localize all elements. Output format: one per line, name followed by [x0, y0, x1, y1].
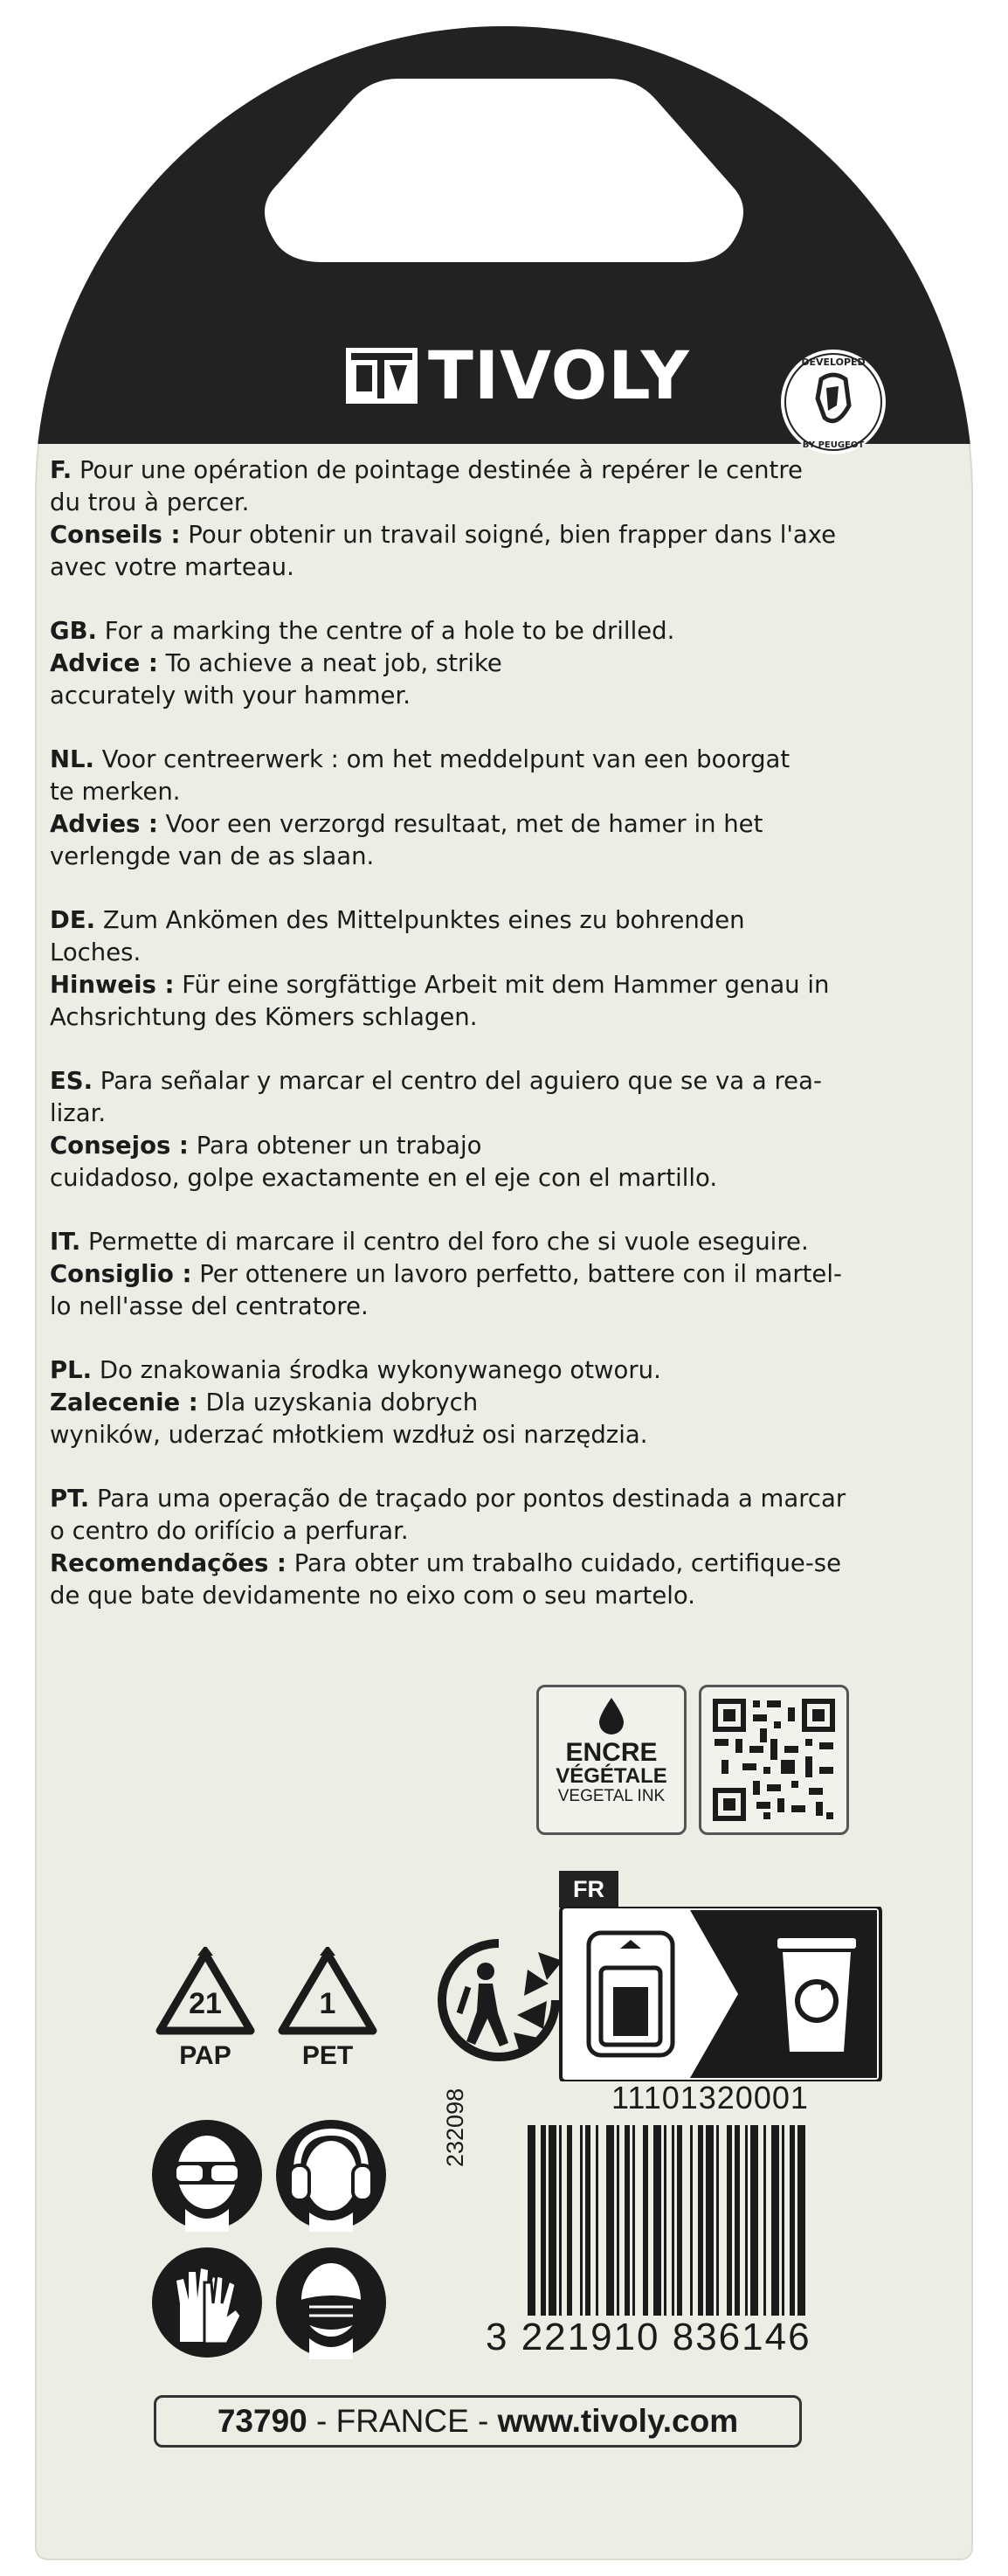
ink-line3: VEGETAL INK	[557, 1787, 666, 1805]
barcode-bar	[549, 2125, 556, 2316]
ink-drop-icon	[594, 1696, 629, 1736]
paragraph-de: DE. Zum Ankömen des Mittelpunktes eines zu bohrenden Loches. Hinweis : Für eine sorgfättige Arbeit mit dem Hammer genau in Achsrichtung des Kömers schlagen.	[50, 906, 830, 1031]
barcode-bar	[580, 2125, 583, 2316]
barcode-bar	[632, 2125, 635, 2316]
paragraph-gb: GB. For a marking the centre of a hole to be drilled. Advice : To achieve a neat job, strike accurately with your hammer.	[50, 617, 675, 710]
barcode-bar	[763, 2125, 766, 2316]
gloves-icon	[150, 2246, 264, 2359]
qr-code	[713, 1699, 835, 1821]
ink-line1: ENCRE	[565, 1738, 658, 1767]
footer-box	[154, 2395, 802, 2448]
barcode-bar	[559, 2125, 562, 2316]
vegetal-ink-badge	[536, 1685, 687, 1835]
peugeot-badge-icon	[776, 344, 891, 460]
barcode-bar	[625, 2125, 630, 2316]
barcode-bar	[653, 2125, 661, 2316]
footer-country: FRANCE	[335, 2403, 469, 2439]
dust-mask-icon	[274, 2246, 388, 2359]
footer-sep1: -	[307, 2403, 336, 2439]
pet-number: 1	[319, 1987, 336, 2020]
svg-text:DEVELOPED: DEVELOPED	[801, 357, 866, 368]
footer-sep2: -	[468, 2403, 498, 2439]
tivoly-logo	[346, 336, 690, 414]
barcode	[528, 2125, 887, 2316]
footer-website[interactable]: www.tivoly.com	[497, 2403, 739, 2439]
barcode-bar	[617, 2125, 619, 2316]
barcode-bar	[596, 2125, 598, 2316]
pap-label: PAP	[179, 2041, 231, 2070]
sorting-info-icon	[559, 1907, 882, 2081]
barcode-top-number: 11101320001	[611, 2080, 809, 2116]
barcode-bar	[750, 2125, 758, 2316]
barcode-bar	[585, 2125, 590, 2316]
recycling-pet	[273, 1947, 383, 2071]
barcode-bar	[528, 2125, 535, 2316]
barcode-bar	[672, 2125, 674, 2316]
safety-glasses-icon	[150, 2118, 264, 2232]
barcode-bar	[541, 2125, 546, 2316]
barcode-side-number: 232098	[442, 2088, 468, 2167]
paragraph-it: IT. Permette di marcare il centro del foro che si vuole eseguire. Consiglio : Per ottenere un lavoro perfetto, battere con il martel- lo nell'asse del centratore.	[50, 1228, 842, 1320]
barcode-bar	[690, 2125, 693, 2316]
tivoly-logo-icon	[346, 348, 418, 404]
recycle-triangle-icon	[273, 1947, 383, 2038]
footer-code: 73790	[217, 2403, 307, 2439]
barcode-bar	[797, 2125, 805, 2316]
recycle-triangle-icon	[150, 1947, 260, 2038]
barcode-bar	[567, 2125, 572, 2316]
barcode-bar	[790, 2125, 795, 2316]
barcode-bar	[745, 2125, 748, 2316]
svg-text:BY PEUGEOT: BY PEUGEOT	[802, 440, 865, 450]
country-tab: FR	[559, 1871, 618, 1908]
brand-name: TIVOLY	[428, 336, 690, 414]
paragraph-pl: PL. Do znakowania środka wykonywanego otworu. Zalecenie : Dla uzyskania dobrych wyników, uderzać młotkiem wzdłuż osi narzędzia.	[50, 1356, 661, 1449]
ean-number: 3 221910 836146	[486, 2316, 811, 2358]
pet-label: PET	[301, 2041, 354, 2070]
triman-icon	[433, 1935, 564, 2066]
paragraph-es: ES. Para señalar y marcar el centro del aguiero que se va a rea- lizar. Consejos : Para obtener un trabajo cuidadoso, golpe exactamente en el eje con el martillo.	[50, 1067, 822, 1192]
instructions-text	[50, 454, 932, 1644]
barcode-bar	[727, 2125, 732, 2316]
paragraph-fr: F. Pour une opération de pointage destinée à repérer le centre du trou à percer. Conseils : Pour obtenir un travail soigné, bien frapper dans l'axe avec votre marteau.	[50, 456, 837, 581]
barcode-bar	[606, 2125, 614, 2316]
ink-line2: VÉGÉTALE	[556, 1764, 667, 1788]
barcode-bar	[677, 2125, 682, 2316]
qr-code-box	[699, 1685, 849, 1835]
barcode-bar	[735, 2125, 740, 2316]
barcode-bar	[771, 2125, 779, 2316]
pap-number: 21	[189, 1987, 222, 2020]
barcode-bar	[782, 2125, 784, 2316]
barcode-bar	[706, 2125, 714, 2316]
paragraph-pt: PT. Para uma operação de traçado por pontos destinada a marcar o centro do orifício a perfurar. Recomendações : Para obter um trabalho cuidado, certifique-se de que bate devidamente no eixo com o seu martelo.	[50, 1485, 846, 1610]
recycling-pap	[150, 1947, 260, 2071]
paragraph-nl: NL. Voor centreerwerk : om het meddelpunt van een boorgat te merken. Advies : Voor een verzorgd resultaat, met de hamer in het verlengde van de as slaan.	[50, 745, 791, 870]
barcode-bar	[664, 2125, 666, 2316]
barcode-bar	[643, 2125, 648, 2316]
barcode-bar	[716, 2125, 719, 2316]
barcode-bar	[698, 2125, 703, 2316]
ear-protection-icon	[274, 2118, 388, 2232]
